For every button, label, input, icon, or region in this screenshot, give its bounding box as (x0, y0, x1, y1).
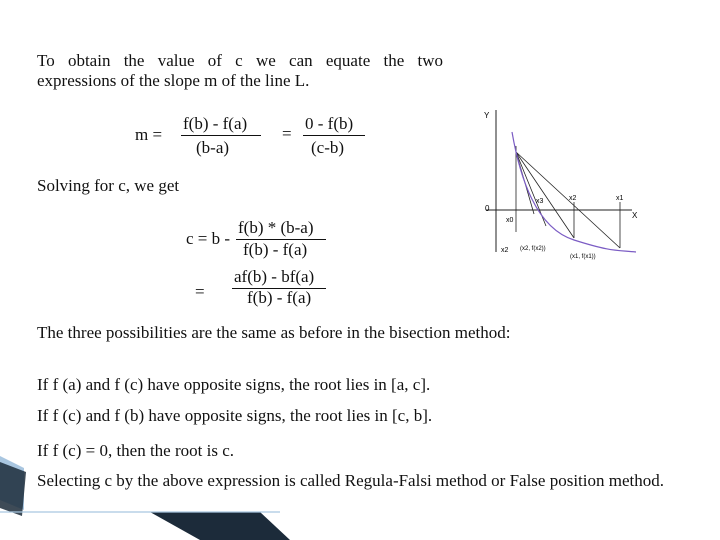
y-axis-label: Y (484, 111, 490, 120)
point-x2-label: (x2, f(x2)) (520, 246, 546, 252)
x2-label: x2 (569, 195, 577, 202)
fraction-bar (181, 135, 261, 136)
c2-fraction-denominator: f(b) - f(a) (247, 288, 312, 307)
case-3: If f (c) = 0, then the root is c. (37, 441, 234, 460)
case-2: If f (c) and f (b) have opposite signs, the root lies in [c, b]. (37, 406, 433, 425)
x2-below-label: x2 (501, 247, 509, 254)
accent-bottom-bar (150, 512, 290, 540)
x0-label: x0 (506, 217, 514, 224)
fraction-bar (303, 135, 365, 136)
slope-fraction-1-denominator: (b-a) (196, 138, 230, 157)
decorative-accent (0, 450, 720, 540)
point-x1-label: (x1, f(x1)) (570, 254, 596, 260)
x-axis-label: X (632, 211, 638, 220)
secant-line-1 (516, 152, 620, 248)
c2-fraction-numerator: af(b) - bf(a) (234, 267, 315, 286)
c-lhs: c = b - (186, 229, 231, 248)
intro-line-1: To obtain the value of c we can equate the two (37, 51, 444, 70)
slope-lhs: m = (135, 125, 163, 144)
c-fraction-numerator: f(b) * (b-a) (238, 218, 314, 237)
origin-label: 0 (485, 204, 490, 213)
solving-text: Solving for c, we get (37, 176, 180, 195)
case-1: If f (a) and f (c) have opposite signs, the root lies in [a, c]. (37, 375, 431, 394)
x1-label: x1 (616, 195, 624, 202)
intro-line-2: expressions of the slope m of the line L. (37, 71, 310, 90)
slope-equals: = (282, 124, 292, 143)
c-fraction-denominator: f(b) - f(a) (243, 240, 308, 259)
possibilities-text: The three possibilities are the same as before in the bisection method: (37, 323, 511, 342)
slope-fraction-2-denominator: (c-b) (311, 138, 345, 157)
conclusion-text: Selecting c by the above expression is called Regula-Falsi method or False position method. (37, 471, 664, 490)
secant-line-2 (516, 152, 574, 238)
c2-equals: = (195, 282, 205, 301)
regula-falsi-figure (476, 104, 644, 264)
slope-fraction-1-numerator: f(b) - f(a) (183, 114, 248, 133)
slope-fraction-2-numerator: 0 - f(b) (305, 114, 354, 133)
x3-label: x3 (536, 198, 544, 205)
